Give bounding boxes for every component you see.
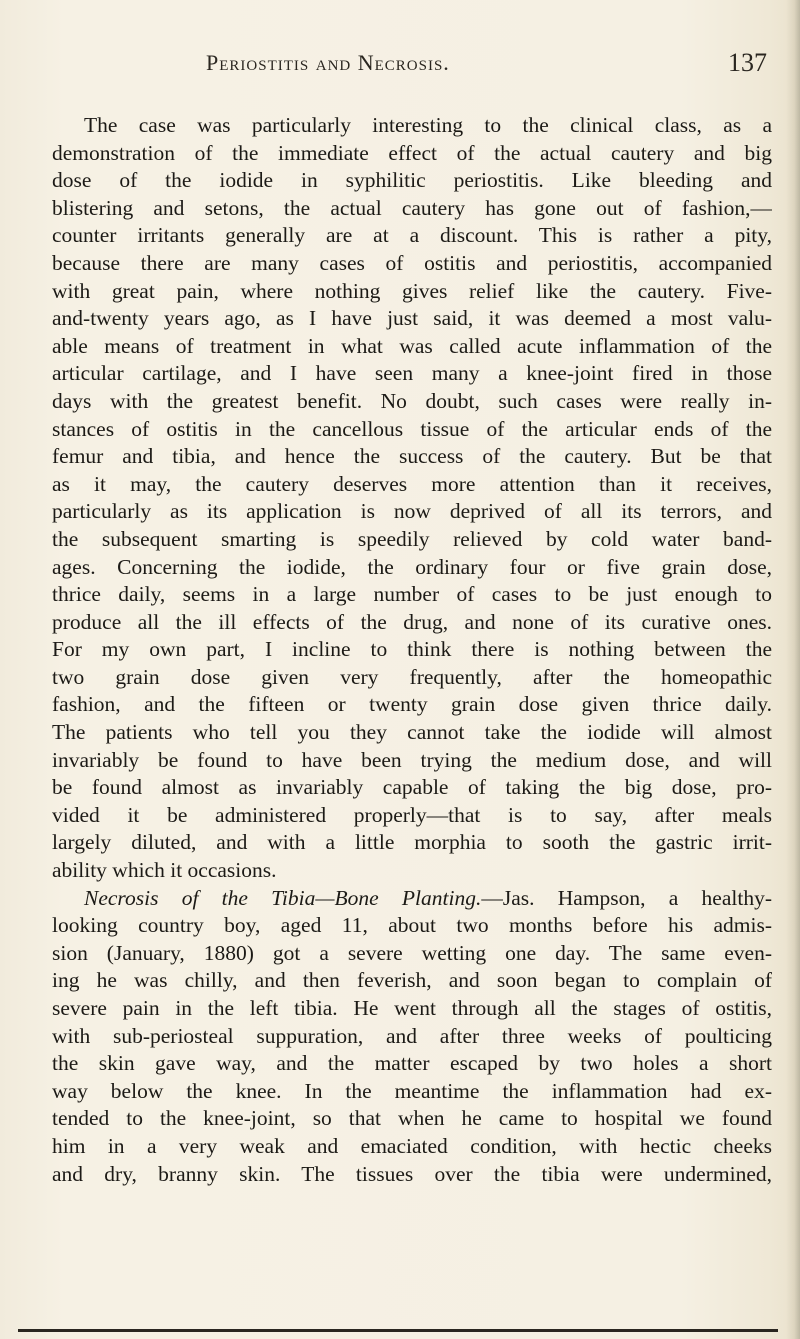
page-edge-shadow xyxy=(786,0,800,1339)
text-line: demonstration of the immediate effect of the actual cautery and big xyxy=(52,140,772,165)
text-line: counter irritants generally are at a discount. This is rather a pity, xyxy=(52,223,772,248)
text-line: blistering and setons, the actual cautery has gone out of fashion,— xyxy=(52,195,772,220)
text-line: with sub-periosteal suppuration, and after three weeks of poulticing xyxy=(52,1023,772,1048)
text-line: largely diluted, and with a little morphia to sooth the gastric irrit- xyxy=(52,830,772,855)
text-line: the skin gave way, and the matter escaped by two holes a short xyxy=(52,1051,772,1076)
paragraph-cautery-iodide xyxy=(52,112,772,885)
text-line: The case was particularly interesting to the clinical class, as a xyxy=(84,113,772,137)
paragraph-necrosis-tibia xyxy=(52,885,772,1189)
text-line: able means of treatment in what was called acute inflammation of the xyxy=(52,333,772,358)
page-header xyxy=(0,44,800,84)
running-head: Periostitis and Necrosis. xyxy=(206,50,450,75)
text-line: For my own part, I incline to think there is nothing between the xyxy=(52,637,772,662)
text-line: him in a very weak and emaciated condition, with hectic cheeks xyxy=(52,1133,772,1158)
text-line: days with the greatest benefit. No doubt, such cases were really in- xyxy=(52,388,772,413)
text-line: with great pain, where nothing gives relief like the cautery. Five- xyxy=(52,278,772,303)
text-line: two grain dose given very frequently, after the homeopathic xyxy=(52,664,772,689)
body-text xyxy=(52,112,772,1188)
text-line: and dry, branny skin. The tissues over the tibia were undermined, xyxy=(52,1161,772,1186)
text-line: way below the knee. In the meantime the inflammation had ex- xyxy=(52,1078,772,1103)
text-line: because there are many cases of ostitis and periostitis, accompanied xyxy=(52,250,772,275)
text-line: The patients who tell you they cannot take the iodide will almost xyxy=(52,720,772,745)
heading-line-rest: —Jas. Hampson, a healthy- xyxy=(481,885,772,910)
text-line: ages. Concerning the iodide, the ordinary four or five grain dose, xyxy=(52,554,772,579)
text-line: vided it be administered properly—that is to say, after meals xyxy=(52,802,772,827)
text-line: femur and tibia, and hence the success of the cautery. But be that xyxy=(52,444,772,469)
text-line: sion (January, 1880) got a severe wetting one day. The same even- xyxy=(52,940,772,965)
text-line: fashion, and the fifteen or twenty grain dose given thrice daily. xyxy=(52,692,772,717)
text-line: invariably be found to have been trying the medium dose, and will xyxy=(52,747,772,772)
bottom-rule xyxy=(18,1329,778,1332)
text-line xyxy=(52,885,772,913)
text-line: articular cartilage, and I have seen many a knee-joint fired in those xyxy=(52,361,772,386)
text-line: ing he was chilly, and then feverish, and soon began to complain of xyxy=(52,968,772,993)
text-line: and-twenty years ago, as I have just said, it was deemed a most valu- xyxy=(52,306,772,331)
text-line: particularly as its application is now deprived of all its terrors, and xyxy=(52,499,772,524)
section-heading: Necrosis of the Tibia—Bone Planting. xyxy=(84,885,482,910)
text-line: stances of ostitis in the cancellous tissue of the articular ends of the xyxy=(52,416,772,441)
text-line: as it may, the cautery deserves more attention than it receives, xyxy=(52,471,772,496)
text-line: the subsequent smarting is speedily relieved by cold water band- xyxy=(52,526,772,551)
text-line: looking country boy, aged 11, about two months before his admis- xyxy=(52,913,772,938)
text-line: produce all the ill effects of the drug, and none of its curative ones. xyxy=(52,609,772,634)
text-line: severe pain in the left tibia. He went through all the stages of ostitis, xyxy=(52,996,772,1020)
text-line: ability which it occasions. xyxy=(52,858,277,883)
text-line: be found almost as invariably capable of taking the big dose, pro- xyxy=(52,775,772,800)
text-line: tended to the knee-joint, so that when he came to hospital we found xyxy=(52,1106,772,1131)
text-line: thrice daily, seems in a large number of cases to be just enough to xyxy=(52,582,772,607)
page-number: 137 xyxy=(728,48,767,77)
text-line: dose of the iodide in syphilitic periostitis. Like bleeding and xyxy=(52,168,772,193)
